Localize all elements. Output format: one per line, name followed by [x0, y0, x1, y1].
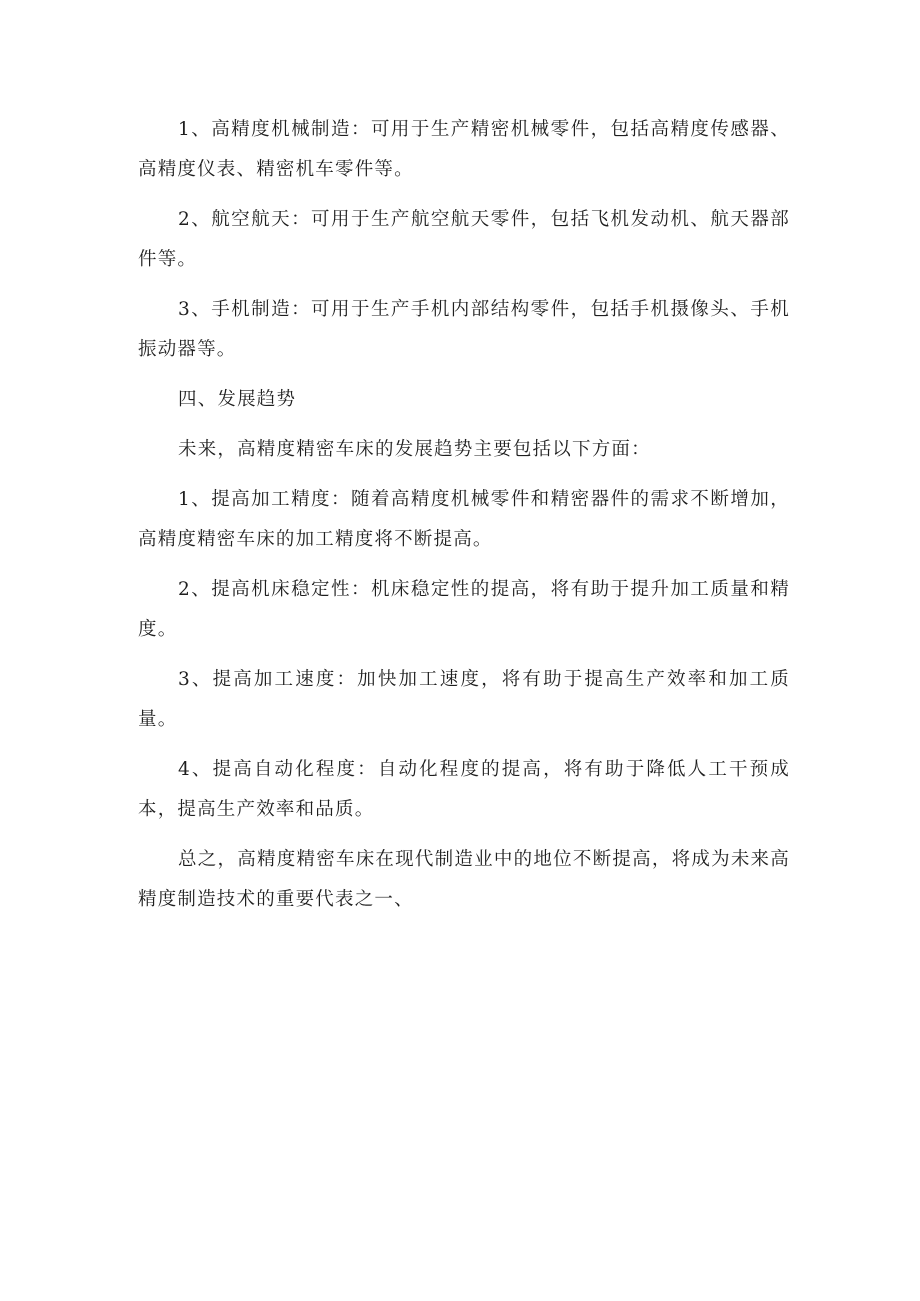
paragraph-application-aerospace: 2、航空航天：可用于生产航空航天零件，包括飞机发动机、航天器部件等。: [138, 209, 790, 270]
paragraph-application-phone: 3、手机制造：可用于生产手机内部结构零件，包括手机摄像头、手机振动器等。: [138, 299, 790, 360]
paragraph-trend-speed: 3、提高加工速度：加快加工速度，将有助于提高生产效率和加工质量。: [138, 669, 790, 730]
paragraph-trend-precision: 1、提高加工精度：随着高精度机械零件和精密器件的需求不断增加，高精度精密车床的加工精度将不断提高。: [138, 489, 790, 550]
section-heading: 四、发展趋势: [178, 389, 297, 410]
paragraph-trend-stability: 2、提高机床稳定性：机床稳定性的提高，将有助于提升加工质量和精度。: [138, 579, 790, 640]
paragraph-trend-automation: 4、提高自动化程度：自动化程度的提高，将有助于降低人工干预成本，提高生产效率和品质。: [138, 759, 790, 820]
document-body: [138, 110, 790, 930]
paragraph-trend-intro: 未来，高精度精密车床的发展趋势主要包括以下方面：: [178, 439, 651, 460]
paragraph-application-machinery: 1、高精度机械制造：可用于生产精密机械零件，包括高精度传感器、高精度仪表、精密机车零件等。: [138, 119, 790, 180]
paragraph-conclusion: 总之，高精度精密车床在现代制造业中的地位不断提高，将成为未来高精度制造技术的重要代表之一、: [138, 849, 790, 910]
